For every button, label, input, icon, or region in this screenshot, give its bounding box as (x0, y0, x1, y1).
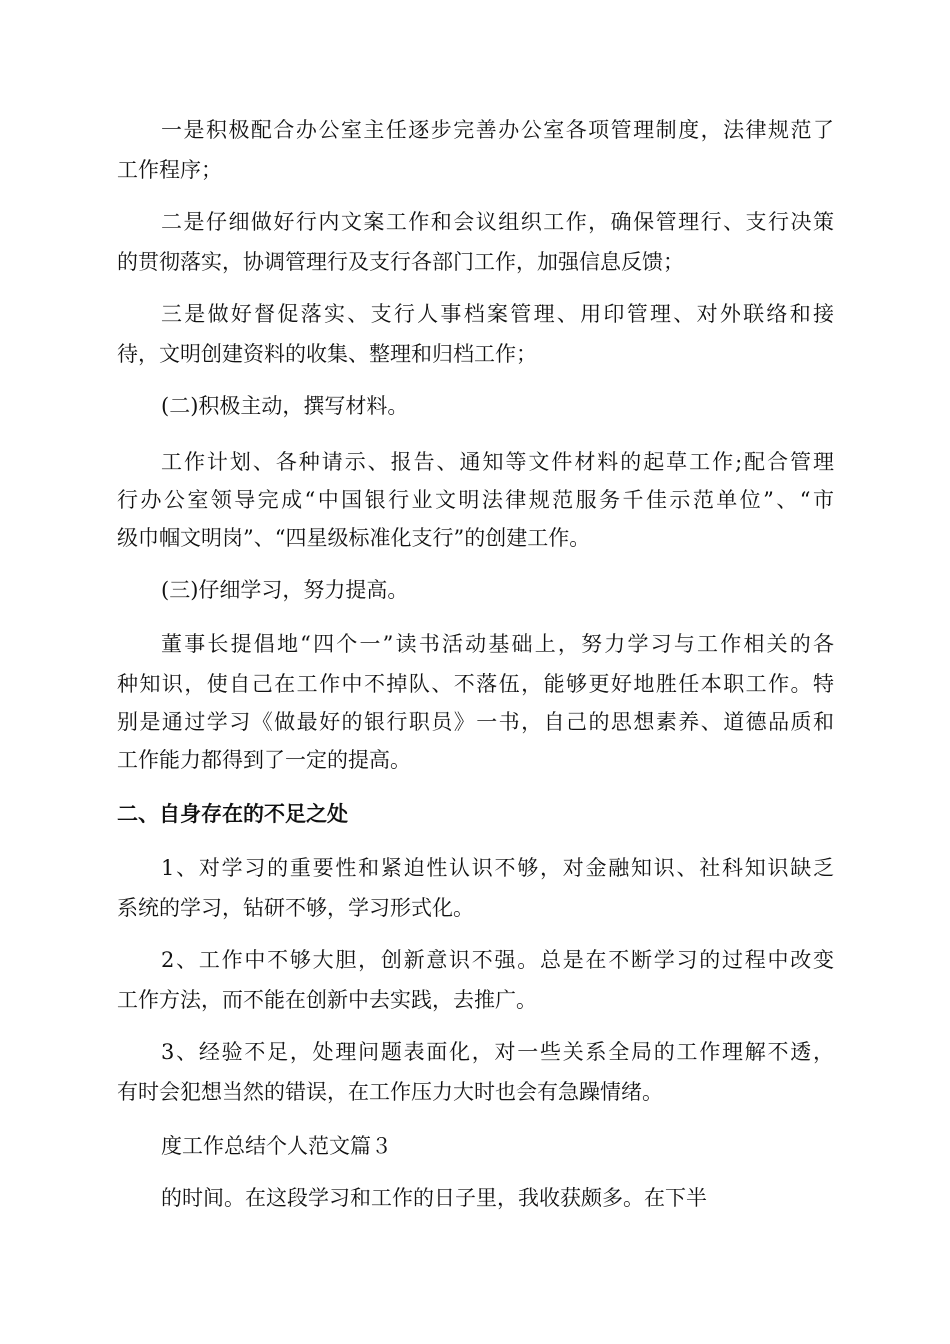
item-1-line-1: 1、对学习的重要性和紧迫性认识不够，对金融知识、社科知识缺乏 (161, 856, 834, 880)
paragraph-5-line-4: 工作能力都得到了一定的提高。 (117, 748, 411, 772)
paragraph-1-line-2: 工作程序； (117, 158, 222, 182)
article-title: 度工作总结个人范文篇３ (161, 1134, 392, 1158)
paragraph-5-line-1: 董事长提倡地“四个一”读书活动基础上，努力学习与工作相关的各 (161, 632, 834, 656)
paragraph-4-line-3: 级巾帼文明岗”、“四星级标准化支行”的创建工作。 (117, 526, 591, 550)
item-3-line-2: 有时会犯想当然的错误，在工作压力大时也会有急躁情绪。 (117, 1080, 663, 1104)
paragraph-2-line-1: 二是仔细做好行内文案工作和会议组织工作，确保管理行、支行决策 (161, 210, 834, 234)
paragraph-3-line-1: 三是做好督促落实、支行人事档案管理、用印管理、对外联络和接 (161, 302, 834, 326)
paragraph-4-line-1: 工作计划、各种请示、报告、通知等文件材料的起草工作;配合管理 (161, 450, 834, 474)
paragraph-5-line-2: 种知识，使自己在工作中不掉队、不落伍，能够更好地胜任本职工作。特 (117, 672, 834, 696)
item-2-line-2: 工作方法，而不能在创新中去实践，去推广。 (117, 988, 537, 1012)
item-3-line-1: 3、经验不足，处理问题表面化，对一些关系全局的工作理解不透， (161, 1040, 834, 1064)
section-heading: 二、自身存在的不足之处 (117, 802, 348, 826)
item-2-line-1: 2、工作中不够大胆，创新意识不强。总是在不断学习的过程中改变 (161, 948, 834, 972)
paragraph-2-line-2: 的贯彻落实，协调管理行及支行各部门工作，加强信息反馈； (117, 250, 684, 274)
paragraph-5-line-3: 别是通过学习《做最好的银行职员》一书，自己的思想素养、道德品质和 (117, 710, 834, 734)
paragraph-3-line-2: 待，文明创建资料的收集、整理和归档工作； (117, 342, 537, 366)
article-intro-line: 的时间。在这段学习和工作的日子里，我收获颇多。在下半 (161, 1186, 707, 1210)
item-1-line-2: 系统的学习，钻研不够，学习形式化。 (117, 896, 474, 920)
subheading-3: (三)仔细学习，努力提高。 (161, 578, 409, 602)
paragraph-1-line-1: 一是积极配合办公室主任逐步完善办公室各项管理制度，法律规范了 (161, 118, 834, 142)
subheading-2: (二)积极主动，撰写材料。 (161, 394, 409, 418)
paragraph-4-line-2: 行办公室领导完成“中国银行业文明法律规范服务千佳示范单位”、“市 (117, 488, 834, 512)
